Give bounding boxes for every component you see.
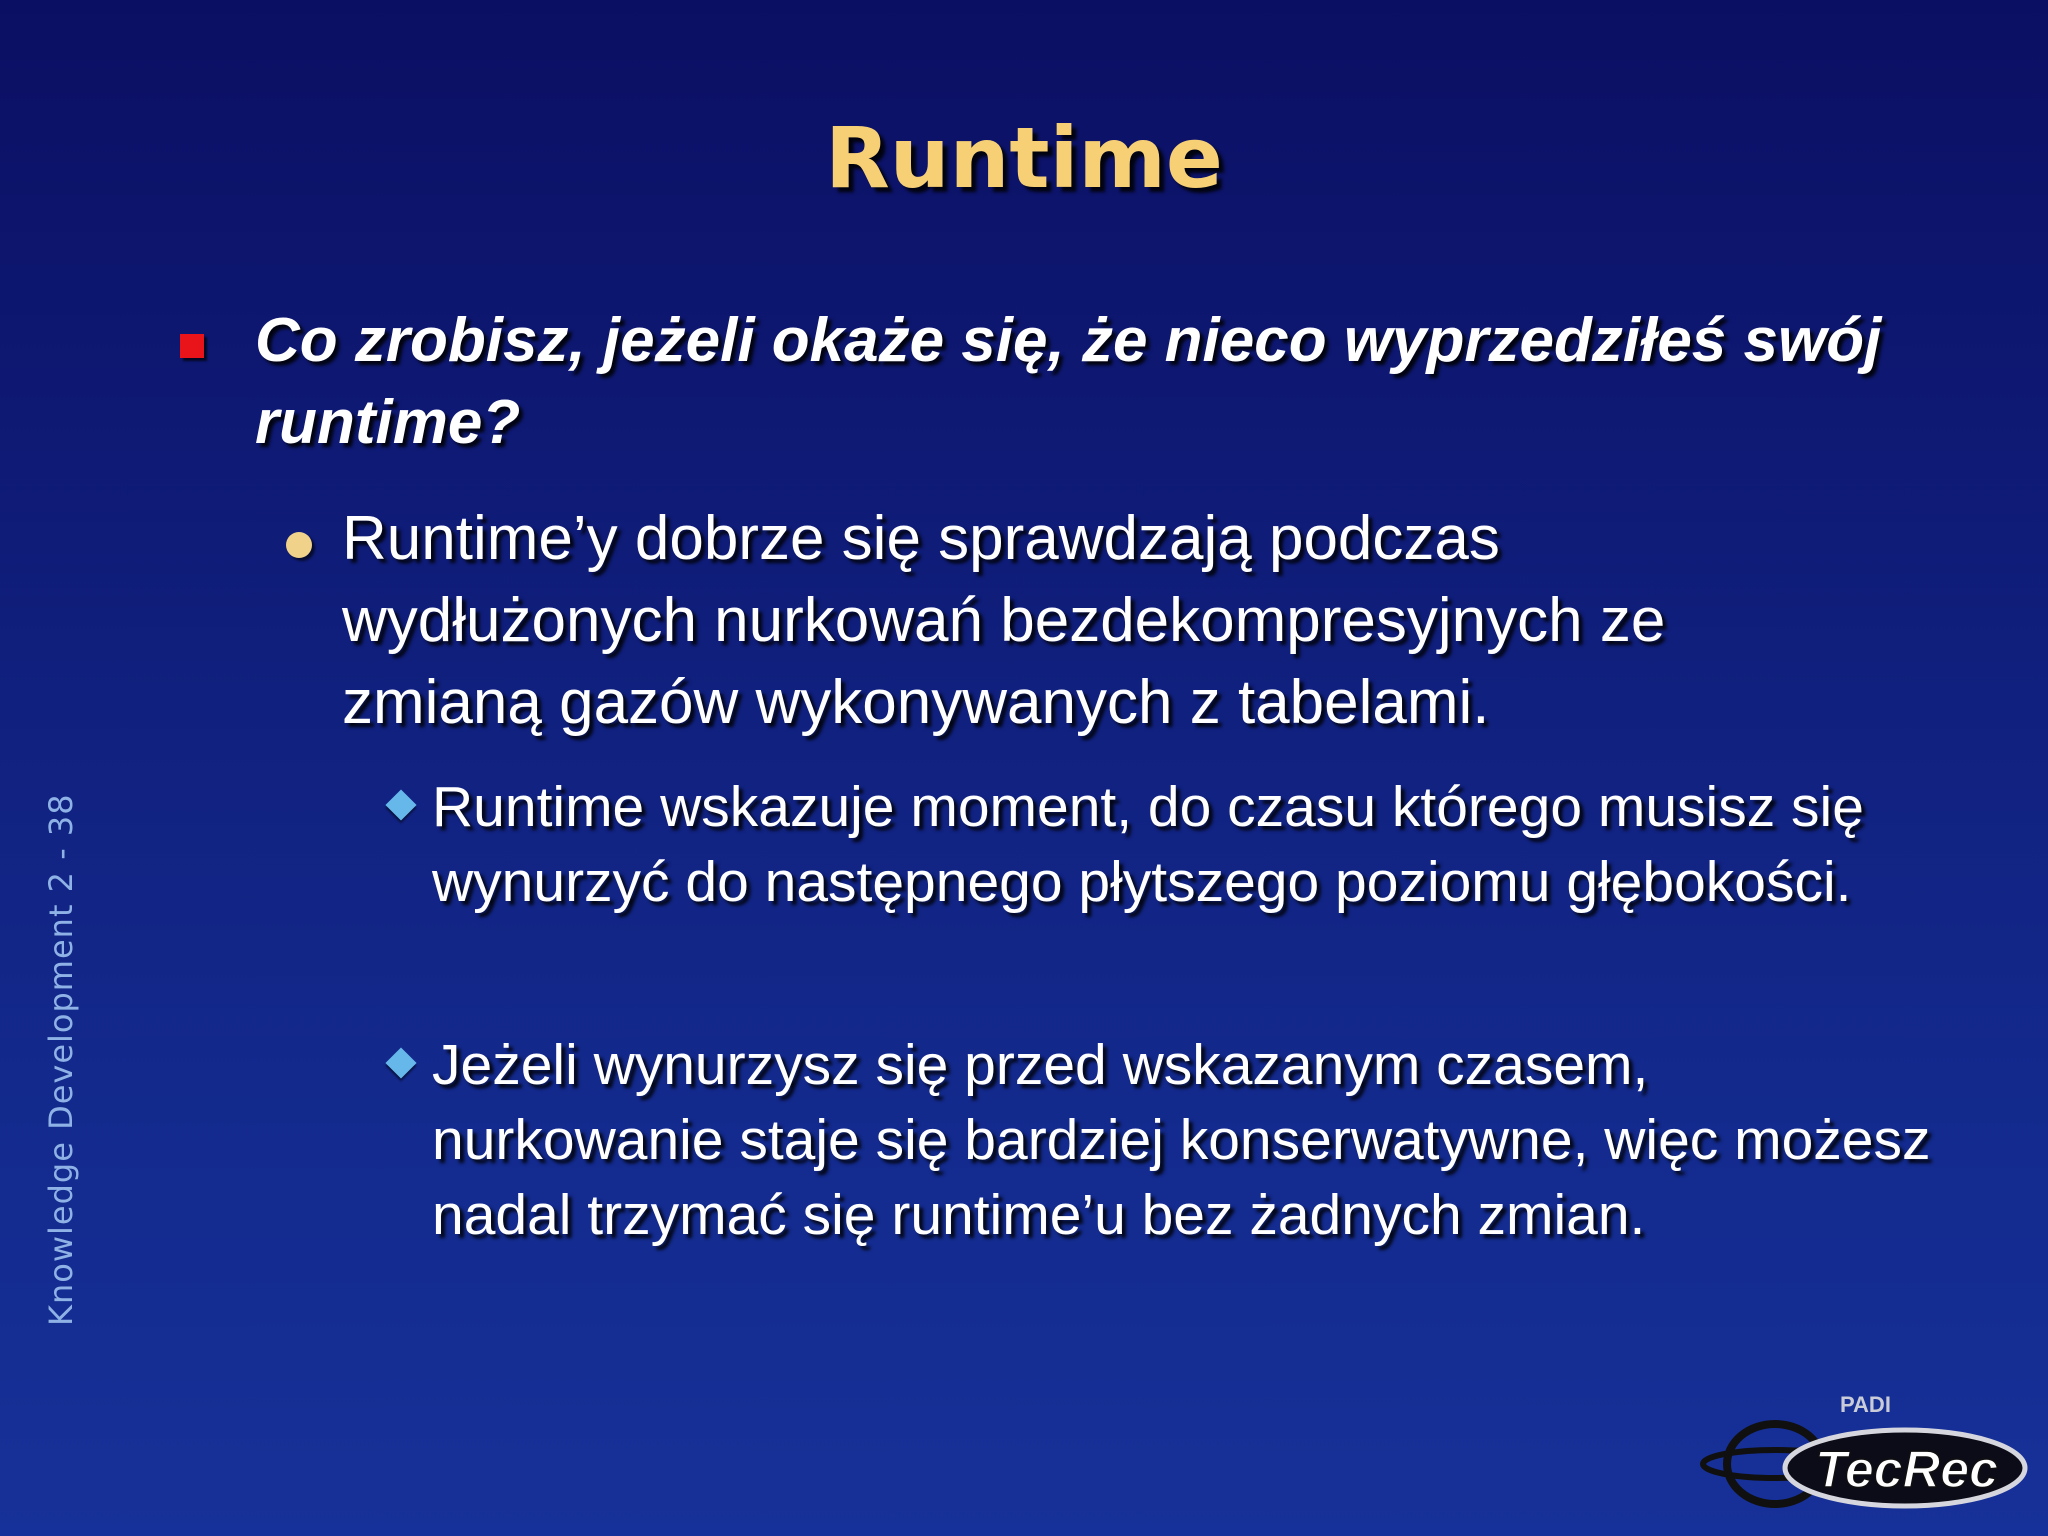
logo-padi-text: PADI [1840, 1392, 1891, 1417]
bullet-level1 [180, 300, 1900, 464]
dot-bullet-icon [286, 532, 312, 558]
bullet-level2 [282, 498, 1862, 744]
bullet-level1-text: Co zrobisz, jeżeli okaże się, że nieco wyprzedziłeś swój runtime? [255, 306, 1882, 457]
bullet-level3-text: Runtime wskazuje moment, do czasu którego musisz się wynurzyć do następnego płytszego poziomu głębokości. [432, 775, 1864, 914]
padi-tecrec-logo [1700, 1390, 2030, 1520]
side-label: Knowledge Development 2 - 38 [42, 793, 80, 1326]
slide-title: Runtime [825, 109, 1223, 207]
logo-tecrec-text: TecRec [1815, 1441, 1999, 1499]
bullet-level3-item [380, 1028, 1940, 1253]
diamond-bullet-icon [385, 1047, 416, 1078]
bullet-level2-text: Runtime’y dobrze się sprawdzają podczas wydłużonych nurkowań bezdekompresyjnych ze zmianą gazów wykonywanych z tabelami. [342, 504, 1666, 737]
diamond-bullet-icon [385, 789, 416, 820]
square-bullet-icon [180, 334, 204, 358]
bullet-level3-text: Jeżeli wynurzysz się przed wskazanym czasem, nurkowanie staje się bardziej konserwatywne, więc możesz nadal trzymać się runtime’u bez żadnych zmian. [432, 1033, 1931, 1247]
bullet-level3-item [380, 770, 1940, 920]
